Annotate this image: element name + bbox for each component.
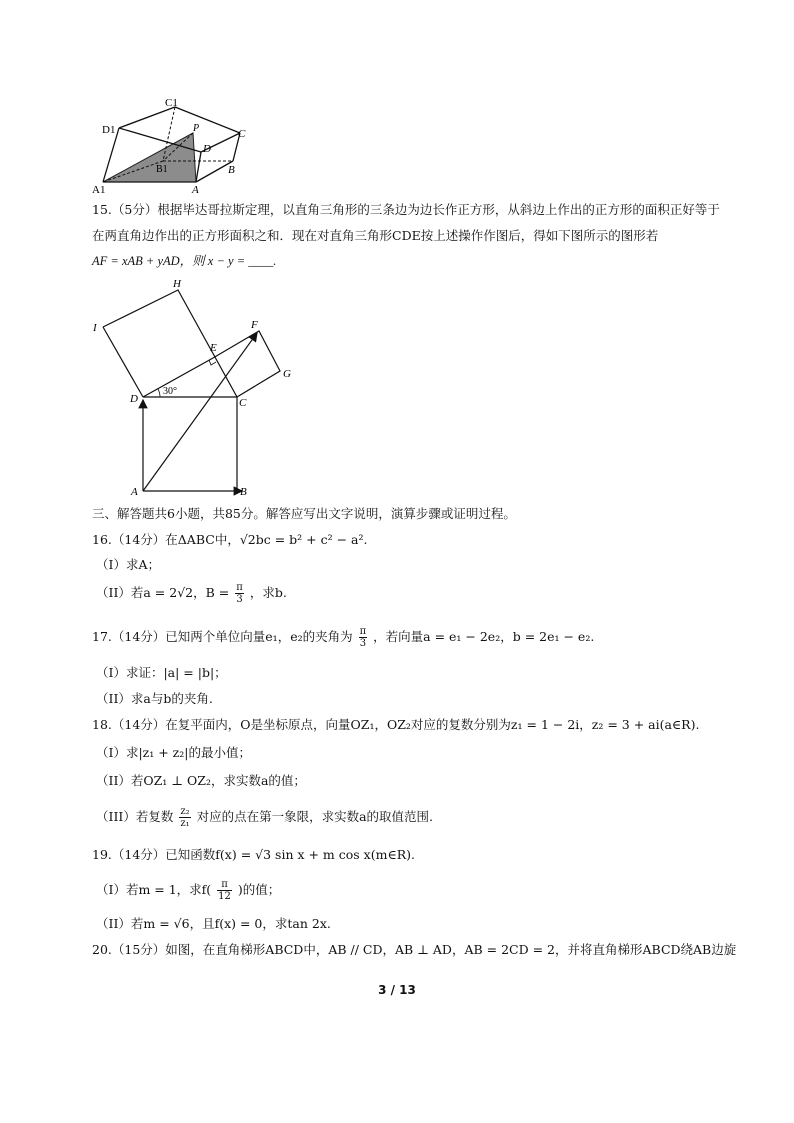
label-c2: C (239, 397, 247, 409)
fraction: $\frac{\text{z₂}}{\text{z₁}}$ (180, 806, 190, 829)
q18-part-3-tail: 对应的点在第一象限，求实数a的取值范围. (196, 809, 434, 824)
q19-part-1-text: （I）若m = 1，求f( (96, 882, 212, 897)
label-g: G (283, 368, 291, 380)
q15-line-2: 在两直角边作出的正方形面积之和．现在对直角三角形CDE按上述操作作图后，得如下图所示的图形若 (92, 228, 659, 243)
q17-stem-tail: ，若向量a = e₁ − 2e₂，b = 2e₁ − e₂. (373, 629, 595, 644)
angle-label: 30° (163, 386, 177, 397)
q17-stem (92, 626, 594, 649)
fraction: $\frac{\pi}{3}$ (236, 582, 243, 605)
fraction: $\frac{\pi}{3}$ (359, 626, 367, 649)
q16-part-2-text: （II）若a = 2√2，B = (96, 585, 230, 600)
label-e: E (210, 342, 217, 354)
fraction: $\frac{\pi}{12}$ (218, 879, 231, 902)
q19-stem: 19.（14分）已知函数f(x) = √3 sin x + m cos x(m∈R). (92, 847, 415, 862)
q15-line-3: AF = xAB + yAD，则 x − y = ____. (92, 254, 277, 268)
q18-part-3 (96, 806, 433, 829)
label-a2: A (131, 486, 138, 498)
label-c1: C1 (165, 97, 178, 109)
q20-stem: 20.（15分）如图，在直角梯形ABCD中，AB // CD，AB ⊥ AD，AB = 2CD = 2，并将直角梯形ABCD绕AB边旋 (92, 942, 737, 957)
label-f: F (251, 319, 258, 331)
page-number: 3 / 13 (378, 983, 416, 997)
label-b2: B (240, 486, 247, 498)
label-d1: D1 (102, 124, 116, 136)
q19-part-2: （II）若m = √6，且f(x) = 0，求tan 2x. (96, 916, 331, 931)
shaded-triangle (103, 133, 196, 182)
q18-part-3-text: （III）若复数 (96, 809, 174, 824)
q17-part-2: （II）求a与b的夹角. (96, 691, 213, 706)
label-i: I (93, 322, 97, 334)
label-a: A (192, 184, 199, 196)
q16-stem: 16.（14分）在ΔABC中，√2bc = b² + c² − a². (92, 532, 368, 547)
label-c: C (238, 128, 246, 140)
q18-part-1: （I）求|z₁ + z₂|的最小值； (96, 745, 251, 760)
label-b1: B1 (156, 164, 168, 175)
label-h: H (173, 278, 181, 290)
pythagoras-figure (88, 275, 298, 500)
prism-figure (88, 92, 258, 196)
label-d: D (203, 143, 211, 155)
q19-part-1-tail: )的值； (237, 882, 281, 897)
q18-stem: 18.（14分）在复平面内，O是坐标原点，向量OZ₁，OZ₂对应的复数分别为z₁ = 1 − 2i，z₂ = 3 + ai(a∈R). (92, 717, 700, 732)
q16-part-2-tail: ，求b. (249, 585, 287, 600)
q17-part-1: （I）求证：|a| = |b|； (96, 665, 227, 680)
label-d2: D (130, 393, 138, 405)
q16-part-1: （I）求A； (96, 557, 160, 572)
q15-line-1: 15.（5分）根据毕达哥拉斯定理，以直角三角形的三条边为边长作正方形，从斜边上作出的正方形的面积正好等于 (92, 202, 720, 217)
q16-part-2 (96, 582, 287, 605)
label-p: P (193, 123, 200, 134)
q19-part-1 (96, 879, 280, 902)
label-a1: A1 (92, 184, 106, 196)
section-heading: 三、解答题共6小题，共85分。解答应写出文字说明，演算步骤或证明过程。 (92, 506, 516, 521)
label-b: B (228, 164, 235, 176)
q17-stem-text: 17.（14分）已知两个单位向量e₁，e₂的夹角为 (92, 629, 353, 644)
q18-part-2: （II）若OZ₁ ⊥ OZ₂，求实数a的值； (96, 773, 306, 788)
